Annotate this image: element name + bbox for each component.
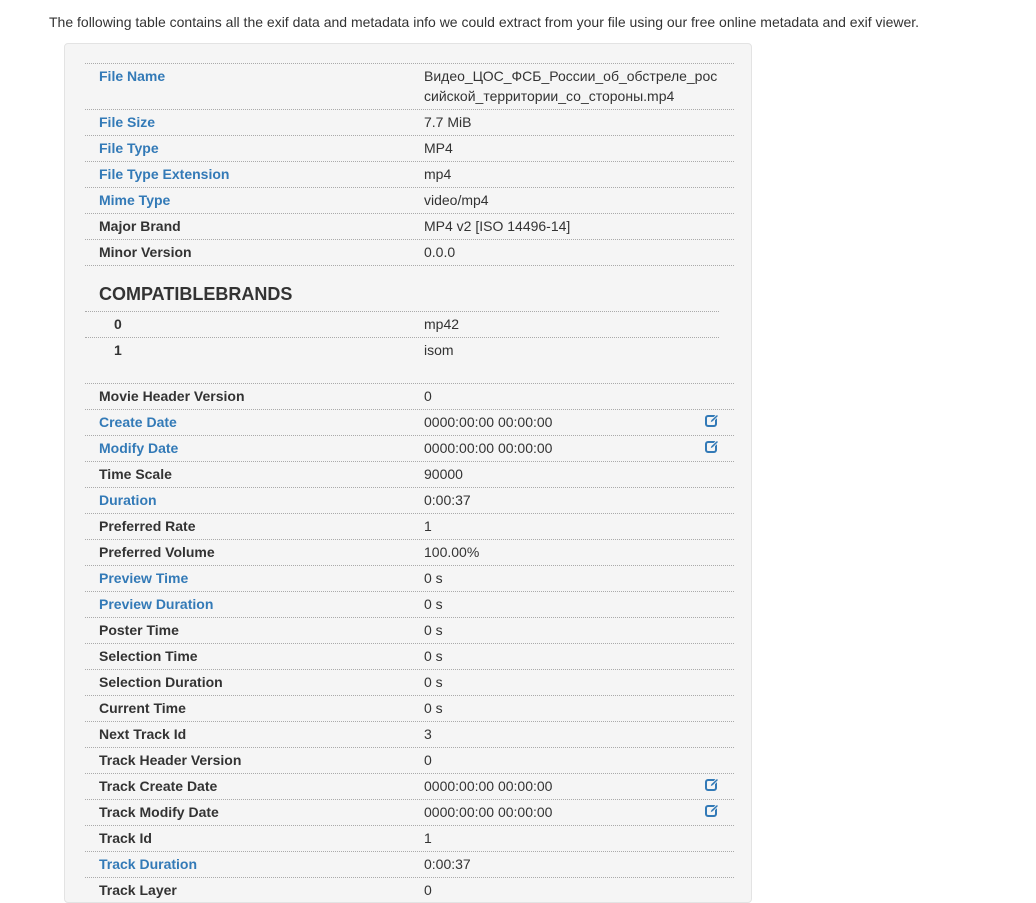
- metadata-value: 3: [424, 726, 432, 742]
- metadata-row-selection-duration: [85, 669, 734, 695]
- metadata-key: Current Time: [99, 700, 186, 716]
- metadata-value: 0000:00:00 00:00:00: [424, 778, 553, 794]
- metadata-key: Next Track Id: [99, 726, 187, 742]
- metadata-value: 0: [424, 388, 432, 404]
- metadata-key: Preferred Rate: [99, 518, 196, 534]
- metadata-key[interactable]: File Type Extension: [99, 166, 230, 182]
- metadata-row-current-time: [85, 695, 734, 721]
- metadata-panel: [64, 43, 752, 903]
- compatible-brands-table: [85, 311, 719, 363]
- metadata-value: 0 s: [424, 622, 443, 638]
- edit-icon[interactable]: [705, 804, 719, 818]
- metadata-value: 0000:00:00 00:00:00: [424, 804, 553, 820]
- metadata-key[interactable]: Track Duration: [99, 856, 198, 872]
- metadata-row-preferred-volume: [85, 539, 734, 565]
- metadata-row-duration: [85, 487, 734, 513]
- metadata-value: 0 s: [424, 700, 443, 716]
- compatible-brand-value: isom: [424, 342, 454, 358]
- edit-icon[interactable]: [705, 440, 719, 454]
- edit-icon[interactable]: [705, 414, 719, 428]
- metadata-key: Track Id: [99, 830, 152, 846]
- metadata-key: Track Header Version: [99, 752, 242, 768]
- metadata-row-track-create-date: [85, 773, 734, 799]
- compatible-brands-title: COMPATIBLEBRANDS: [99, 284, 293, 304]
- metadata-row-file-size: [85, 109, 734, 135]
- metadata-table-top: [85, 63, 734, 266]
- metadata-value: 90000: [424, 466, 463, 482]
- metadata-value: 0 s: [424, 596, 443, 612]
- metadata-value: 0 s: [424, 570, 443, 586]
- compatible-brand-index: 1: [114, 342, 122, 358]
- metadata-key[interactable]: Modify Date: [99, 440, 179, 456]
- metadata-value: 7.7 MiB: [424, 114, 472, 130]
- metadata-row-preferred-rate: [85, 513, 734, 539]
- compatible-brand-row: [85, 337, 719, 363]
- metadata-key: Selection Duration: [99, 674, 223, 690]
- metadata-row-movie-header-version: [85, 383, 734, 409]
- metadata-row-file-type-extension: [85, 161, 734, 187]
- metadata-value: 0: [424, 752, 432, 768]
- metadata-value: MP4: [424, 140, 453, 156]
- metadata-row-preview-duration: [85, 591, 734, 617]
- metadata-value: 0: [424, 882, 432, 898]
- metadata-value: 0000:00:00 00:00:00: [424, 440, 553, 456]
- compatible-brand-row: [85, 311, 719, 337]
- metadata-key: Major Brand: [99, 218, 181, 234]
- metadata-key[interactable]: Preview Time: [99, 570, 189, 586]
- metadata-key: Track Modify Date: [99, 804, 219, 820]
- metadata-value: 0 s: [424, 648, 443, 664]
- metadata-row-track-modify-date: [85, 799, 734, 825]
- metadata-row-poster-time: [85, 617, 734, 643]
- metadata-key[interactable]: File Name: [99, 68, 166, 84]
- metadata-row-track-id: [85, 825, 734, 851]
- metadata-key[interactable]: Preview Duration: [99, 596, 214, 612]
- metadata-row-create-date: [85, 409, 734, 435]
- metadata-row-file-name: [85, 63, 734, 109]
- metadata-key[interactable]: Duration: [99, 492, 157, 508]
- metadata-row-track-duration: [85, 851, 734, 877]
- metadata-row-minor-version: [85, 239, 734, 266]
- compatible-brand-index: 0: [114, 316, 122, 332]
- metadata-value: video/mp4: [424, 192, 489, 208]
- metadata-value: 100.00%: [424, 544, 480, 560]
- metadata-key: Track Create Date: [99, 778, 218, 794]
- metadata-row-modify-date: [85, 435, 734, 461]
- metadata-row-next-track-id: [85, 721, 734, 747]
- metadata-key: Movie Header Version: [99, 388, 245, 404]
- metadata-key: Poster Time: [99, 622, 179, 638]
- metadata-value: 0 s: [424, 674, 443, 690]
- metadata-row-mime-type: [85, 187, 734, 213]
- metadata-key: Track Layer: [99, 882, 177, 898]
- metadata-row-time-scale: [85, 461, 734, 487]
- metadata-value: mp4: [424, 166, 452, 182]
- metadata-key: Minor Version: [99, 244, 192, 260]
- metadata-key: Selection Time: [99, 648, 198, 664]
- metadata-value: 0000:00:00 00:00:00: [424, 414, 553, 430]
- compatible-brand-value: mp42: [424, 316, 460, 332]
- metadata-key[interactable]: File Type: [99, 140, 159, 156]
- metadata-row-preview-time: [85, 565, 734, 591]
- intro-text: The following table contains all the exif data and metadata info we could extract from your file using our free online metadata and exif viewer.: [49, 14, 920, 30]
- metadata-value: 1: [424, 518, 432, 534]
- metadata-value: 0.0.0: [424, 244, 456, 260]
- metadata-row-track-layer: [85, 877, 734, 903]
- metadata-value: 1: [424, 830, 432, 846]
- metadata-key: Time Scale: [99, 466, 172, 482]
- metadata-value: 0:00:37: [424, 492, 471, 508]
- metadata-key[interactable]: Mime Type: [99, 192, 171, 208]
- metadata-key[interactable]: Create Date: [99, 414, 177, 430]
- metadata-value: MP4 v2 [ISO 14496-14]: [424, 218, 571, 234]
- metadata-row-file-type: [85, 135, 734, 161]
- metadata-value: 0:00:37: [424, 856, 471, 872]
- edit-icon[interactable]: [705, 778, 719, 792]
- metadata-key: Preferred Volume: [99, 544, 215, 560]
- metadata-key[interactable]: File Size: [99, 114, 156, 130]
- metadata-row-track-header-version: [85, 747, 734, 773]
- metadata-row-major-brand: [85, 213, 734, 239]
- metadata-table-main: [85, 383, 734, 903]
- metadata-value: Видео_ЦОС_ФСБ_России_об_обстреле_российской_территории_со_стороны.mp4: [424, 68, 718, 104]
- metadata-row-selection-time: [85, 643, 734, 669]
